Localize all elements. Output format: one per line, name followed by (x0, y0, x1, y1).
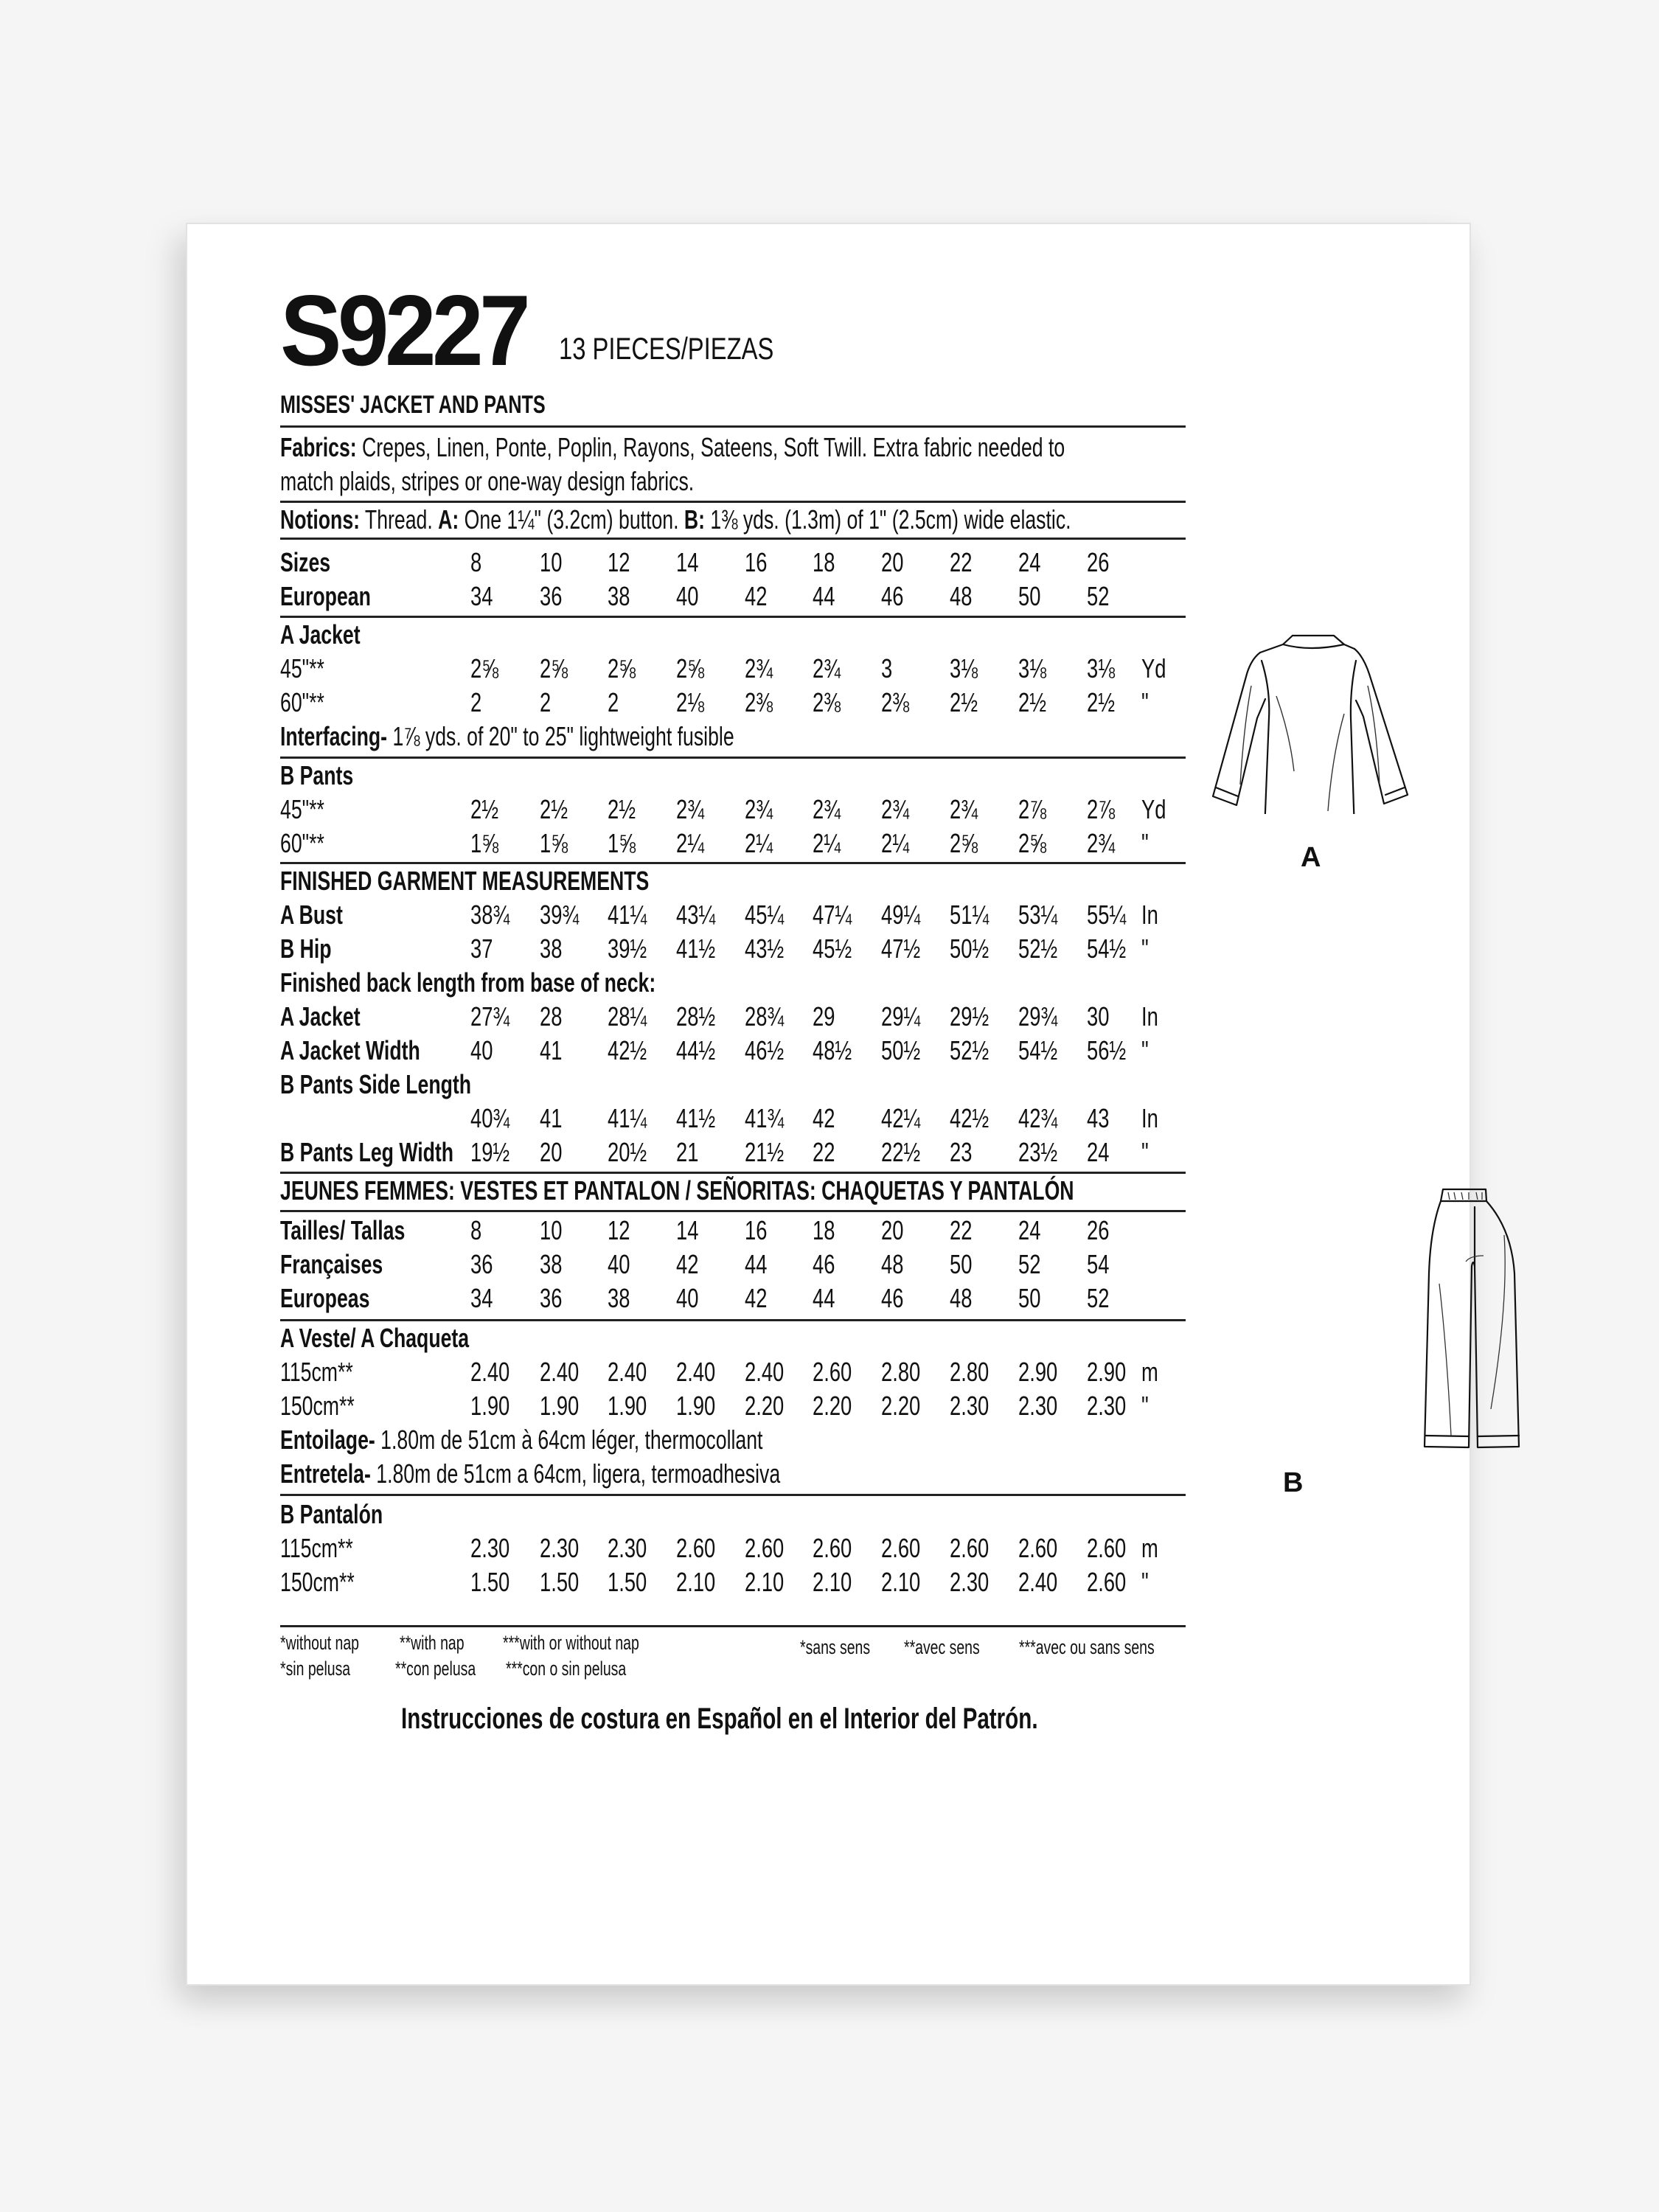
size-value-cell: 42 (745, 1283, 768, 1313)
size-value-cell: 2⅝ (608, 653, 636, 684)
notions-label: Notions: (280, 504, 361, 535)
unit-label: Yd (1141, 653, 1166, 684)
size-value-cell: 21½ (745, 1137, 785, 1167)
size-value-cell: 22 (950, 1215, 973, 1245)
footnote-fr-1: *sans sens (800, 1636, 871, 1658)
size-value-cell: 2.20 (813, 1391, 852, 1421)
size-value-cell: 38 (540, 1249, 563, 1279)
size-value-cell: 3 (881, 653, 893, 684)
size-value-cell: 2.40 (470, 1357, 510, 1387)
unit-label: " (1141, 1567, 1149, 1597)
size-value-cell: 2⅝ (950, 828, 978, 858)
size-value-cell: 42 (745, 581, 768, 611)
size-value-cell: 2.10 (745, 1567, 785, 1597)
row-label: B Hip (280, 933, 332, 964)
size-value-cell: 2.30 (1087, 1391, 1127, 1421)
jacket-length-row (280, 1000, 1239, 1034)
row-label: Europeas (280, 1283, 370, 1313)
size-value-cell: 41 (540, 1103, 563, 1133)
interfacing-text: 1⅞ yds. of 20" to 25" lightweight fusible (387, 721, 734, 751)
divider (280, 757, 1186, 759)
footnote-fr-3: ***avec ou sans sens (1019, 1636, 1155, 1658)
row-label: 115cm** (280, 1533, 353, 1563)
size-value-cell: 52 (1087, 581, 1110, 611)
veste-115-row (280, 1355, 1239, 1389)
spanish-instructions-note: Instrucciones de costura en Español en el Interior del Patrón. (401, 1703, 1038, 1735)
row-label: Sizes (280, 547, 331, 577)
size-value-cell: 41½ (676, 1103, 716, 1133)
size-value-cell: 2⅝ (470, 653, 499, 684)
footnote-fr-2: **avec sens (904, 1636, 980, 1658)
size-value-cell: 46 (881, 1283, 904, 1313)
pattern-envelope-back (186, 223, 1471, 1986)
notions-text: Thread. (360, 504, 439, 535)
pattern-title: MISSES' JACKET AND PANTS (280, 391, 546, 419)
size-value-cell: 14 (676, 1215, 699, 1245)
francaises-row (280, 1248, 1239, 1281)
row-label: A Jacket Width (280, 1035, 420, 1065)
size-value-cell: 36 (540, 581, 563, 611)
size-value-cell: 1⅝ (540, 828, 568, 858)
size-value-cell: 36 (540, 1283, 563, 1313)
size-value-cell: 37 (470, 933, 493, 964)
size-value-cell: 42¾ (1018, 1103, 1058, 1133)
size-value-cell: 42½ (950, 1103, 990, 1133)
size-value-cell: 2.60 (950, 1533, 990, 1563)
size-value-cell: 2.10 (813, 1567, 852, 1597)
footnote-es-3: ***con o sin pelusa (506, 1658, 627, 1680)
unit-label: " (1141, 1035, 1149, 1065)
size-value-cell: 55¼ (1087, 900, 1127, 930)
size-value-cell: 2½ (608, 794, 636, 824)
row-label: A Bust (280, 900, 343, 930)
size-value-cell: 8 (470, 1215, 482, 1245)
unit-label: " (1141, 828, 1149, 858)
size-value-cell: 2¼ (676, 828, 705, 858)
row-label: European (280, 581, 371, 611)
pantalon-heading: B Pantalón (280, 1499, 383, 1529)
size-value-cell: 2½ (470, 794, 499, 824)
unit-label: In (1141, 900, 1158, 930)
size-value-cell: 2.60 (1087, 1533, 1127, 1563)
unit-label: " (1141, 1137, 1149, 1167)
jacket-heading: A Jacket (280, 619, 361, 650)
size-value-cell: 41½ (676, 933, 716, 964)
intl-heading: JEUNES FEMMES: VESTES ET PANTALON / SEÑORITAS: CHAQUETAS Y PANTALÓN (280, 1175, 1074, 1206)
size-value-cell: 28½ (676, 1001, 716, 1032)
size-value-cell: 2.20 (881, 1391, 921, 1421)
size-value-cell: 3⅛ (1087, 653, 1116, 684)
size-value-cell: 2½ (950, 687, 978, 717)
size-value-cell: 2.60 (813, 1533, 852, 1563)
size-value-cell: 2¾ (881, 794, 910, 824)
size-value-cell: 39¾ (540, 900, 580, 930)
size-value-cell: 50 (950, 1249, 973, 1279)
size-value-cell: 20½ (608, 1137, 647, 1167)
jacket-60-row (280, 686, 1239, 720)
size-value-cell: 54½ (1018, 1035, 1058, 1065)
size-value-cell: 2.20 (745, 1391, 785, 1421)
unit-label: In (1141, 1103, 1158, 1133)
size-value-cell: 24 (1018, 1215, 1041, 1245)
fabrics-line-2: match plaids, stripes or one-way design fabrics. (280, 466, 695, 496)
size-value-cell: 52½ (1018, 933, 1058, 964)
size-value-cell: 2.40 (1018, 1567, 1058, 1597)
size-value-cell: 51¼ (950, 900, 990, 930)
size-value-cell: 2.10 (881, 1567, 921, 1597)
size-value-cell: 8 (470, 547, 482, 577)
pants-heading: B Pants (280, 760, 354, 790)
size-value-cell: 2½ (1018, 687, 1047, 717)
size-value-cell: 2⅜ (881, 687, 910, 717)
size-value-cell: 1.90 (608, 1391, 647, 1421)
size-value-cell: 40¾ (470, 1103, 510, 1133)
size-value-cell: 42 (813, 1103, 835, 1133)
jacket-view-label: A (1301, 842, 1321, 873)
notions-a-text: One 1¼" (3.2cm) button. (459, 504, 684, 535)
entoilage-label: Entoilage- (280, 1425, 375, 1455)
sizes-row (280, 546, 1239, 580)
unit-label: Yd (1141, 794, 1166, 824)
size-value-cell: 26 (1087, 547, 1110, 577)
row-label: 150cm** (280, 1391, 355, 1421)
size-value-cell: 2.60 (813, 1357, 852, 1387)
size-value-cell: 48 (950, 581, 973, 611)
footnote-es-1: *sin pelusa (280, 1658, 351, 1680)
size-value-cell: 1.50 (540, 1567, 580, 1597)
size-value-cell: 1.90 (470, 1391, 510, 1421)
entoilage-line (280, 1423, 762, 1457)
size-value-cell: 2.40 (540, 1357, 580, 1387)
size-value-cell: 48 (950, 1283, 973, 1313)
size-value-cell: 23 (950, 1137, 973, 1167)
size-value-cell: 10 (540, 1215, 563, 1245)
size-value-cell: 47½ (881, 933, 921, 964)
size-value-cell: 21 (676, 1137, 699, 1167)
size-value-cell: 27¾ (470, 1001, 510, 1032)
size-value-cell: 2.60 (1087, 1567, 1127, 1597)
size-value-cell: 24 (1018, 547, 1041, 577)
size-value-cell: 42 (676, 1249, 699, 1279)
unit-label: " (1141, 1391, 1149, 1421)
size-value-cell: 2⅜ (745, 687, 773, 717)
size-value-cell: 2¾ (1087, 828, 1116, 858)
size-value-cell: 2.60 (676, 1533, 716, 1563)
entoilage-text: 1.80m de 51cm à 64cm léger, thermocollant (375, 1425, 763, 1455)
footnote-en-3: ***with or without nap (503, 1632, 639, 1654)
fabrics-line-1 (280, 431, 1065, 465)
row-label: 45"** (280, 794, 324, 824)
size-value-cell: 41¾ (745, 1103, 785, 1133)
size-value-cell: 2.40 (676, 1357, 716, 1387)
size-value-cell: 1⅝ (470, 828, 499, 858)
unit-label: In (1141, 1001, 1158, 1032)
size-value-cell: 49¼ (881, 900, 921, 930)
interfacing-line (280, 720, 734, 754)
size-value-cell: 43 (1087, 1103, 1110, 1133)
unit-label: " (1141, 687, 1149, 717)
size-value-cell: 2⅞ (1018, 794, 1047, 824)
size-value-cell: 28¼ (608, 1001, 647, 1032)
size-value-cell: 2¾ (813, 794, 841, 824)
pants-side-heading: B Pants Side Length (280, 1069, 472, 1099)
size-value-cell: 43¼ (676, 900, 716, 930)
size-value-cell: 46½ (745, 1035, 785, 1065)
size-value-cell: 2¾ (950, 794, 978, 824)
size-value-cell: 2 (608, 687, 619, 717)
size-value-cell: 1.50 (608, 1567, 647, 1597)
size-value-cell: 44 (813, 581, 835, 611)
size-value-cell: 40 (470, 1035, 493, 1065)
piece-count: 13 PIECES/PIEZAS (559, 331, 774, 366)
row-label: 45"** (280, 653, 324, 684)
size-value-cell: 2.10 (676, 1567, 716, 1597)
size-value-cell: 12 (608, 547, 630, 577)
pants-45-row (280, 793, 1239, 827)
size-value-cell: 36 (470, 1249, 493, 1279)
size-value-cell: 2.40 (745, 1357, 785, 1387)
size-value-cell: 29½ (950, 1001, 990, 1032)
size-value-cell: 2.40 (608, 1357, 647, 1387)
divider (280, 616, 1186, 618)
size-value-cell: 50½ (950, 933, 990, 964)
row-label: 115cm** (280, 1357, 353, 1387)
size-value-cell: 2.30 (608, 1533, 647, 1563)
veste-150-row (280, 1389, 1239, 1423)
veste-heading: A Veste/ A Chaqueta (280, 1323, 470, 1353)
divider (280, 1625, 1186, 1627)
jacket-width-row (280, 1034, 1239, 1068)
size-value-cell: 40 (676, 1283, 699, 1313)
pants-side-row (280, 1102, 1239, 1135)
size-value-cell: 1⅝ (608, 828, 636, 858)
size-value-cell: 2.30 (950, 1567, 990, 1597)
size-value-cell: 10 (540, 547, 563, 577)
notions-line (280, 503, 1071, 537)
pants-60-row (280, 827, 1239, 860)
size-value-cell: 30 (1087, 1001, 1110, 1032)
notions-b-text: 1⅜ yds. (1.3m) of 1" (2.5cm) wide elastic. (704, 504, 1071, 535)
size-value-cell: 22 (950, 547, 973, 577)
row-label: 60"** (280, 828, 324, 858)
size-value-cell: 52 (1087, 1283, 1110, 1313)
entretela-text: 1.80m de 51cm a 64cm, ligera, termoadhesiva (370, 1458, 781, 1489)
size-value-cell: 2 (540, 687, 552, 717)
hip-row (280, 932, 1239, 966)
size-value-cell: 2¼ (813, 828, 841, 858)
size-value-cell: 38 (608, 581, 630, 611)
size-value-cell: 20 (540, 1137, 563, 1167)
size-value-cell: 2.80 (881, 1357, 921, 1387)
size-value-cell: 38 (608, 1283, 630, 1313)
size-value-cell: 45½ (813, 933, 852, 964)
size-value-cell: 38 (540, 933, 563, 964)
unit-label: m (1141, 1533, 1158, 1563)
size-value-cell: 2¾ (745, 653, 773, 684)
row-label: 60"** (280, 687, 324, 717)
size-value-cell: 44½ (676, 1035, 716, 1065)
size-value-cell: 16 (745, 547, 768, 577)
jacket-45-row (280, 652, 1239, 686)
size-value-cell: 2.30 (540, 1533, 580, 1563)
size-value-cell: 2.90 (1018, 1357, 1058, 1387)
interfacing-label: Interfacing- (280, 721, 388, 751)
size-value-cell: 22 (813, 1137, 835, 1167)
size-value-cell: 16 (745, 1215, 768, 1245)
size-value-cell: 2⅝ (540, 653, 568, 684)
size-value-cell: 1.50 (470, 1567, 510, 1597)
size-value-cell: 28 (540, 1001, 563, 1032)
size-value-cell: 2¼ (745, 828, 773, 858)
size-value-cell: 2⅝ (1018, 828, 1047, 858)
footnote-en-2: **with nap (400, 1632, 465, 1654)
size-value-cell: 53¼ (1018, 900, 1058, 930)
size-value-cell: 34 (470, 581, 493, 611)
size-value-cell: 20 (881, 1215, 904, 1245)
size-value-cell: 52 (1018, 1249, 1041, 1279)
size-value-cell: 2⅞ (1087, 794, 1116, 824)
size-value-cell: 2¾ (813, 653, 841, 684)
finished-heading: FINISHED GARMENT MEASUREMENTS (280, 866, 650, 896)
tailles-row (280, 1214, 1239, 1248)
size-value-cell: 2⅛ (676, 687, 705, 717)
european-row (280, 580, 1239, 613)
row-label: B Pants Leg Width (280, 1137, 454, 1167)
size-value-cell: 22½ (881, 1137, 921, 1167)
pantalon-115-row (280, 1531, 1239, 1565)
row-label: A Jacket (280, 1001, 361, 1032)
size-value-cell: 2¾ (745, 794, 773, 824)
row-label: 150cm** (280, 1567, 355, 1597)
size-value-cell: 47¼ (813, 900, 852, 930)
size-value-cell: 40 (676, 581, 699, 611)
pants-leg-row (280, 1135, 1239, 1169)
size-value-cell: 41¼ (608, 900, 647, 930)
size-value-cell: 50½ (881, 1035, 921, 1065)
size-value-cell: 26 (1087, 1215, 1110, 1245)
size-value-cell: 2.30 (950, 1391, 990, 1421)
divider (280, 1210, 1186, 1212)
pattern-number: S9227 (280, 274, 527, 386)
size-value-cell: 23½ (1018, 1137, 1058, 1167)
back-length-heading: Finished back length from base of neck: (280, 967, 656, 998)
size-value-cell: 1.90 (540, 1391, 580, 1421)
size-value-cell: 2.30 (1018, 1391, 1058, 1421)
divider (280, 1494, 1186, 1496)
size-value-cell: 48 (881, 1249, 904, 1279)
row-label: Tailles/ Tallas (280, 1215, 406, 1245)
size-value-cell: 20 (881, 547, 904, 577)
size-value-cell: 2.60 (745, 1533, 785, 1563)
size-value-cell: 38¾ (470, 900, 510, 930)
size-value-cell: 50 (1018, 1283, 1041, 1313)
notions-a-label: A: (438, 504, 459, 535)
size-value-cell: 2.60 (1018, 1533, 1058, 1563)
size-value-cell: 2½ (540, 794, 568, 824)
bust-row (280, 898, 1239, 932)
size-value-cell: 28¾ (745, 1001, 785, 1032)
size-value-cell: 29¼ (881, 1001, 921, 1032)
size-value-cell: 2.90 (1087, 1357, 1127, 1387)
size-value-cell: 19½ (470, 1137, 510, 1167)
size-value-cell: 40 (608, 1249, 630, 1279)
size-value-cell: 14 (676, 547, 699, 577)
size-value-cell: 2¾ (676, 794, 705, 824)
unit-label: m (1141, 1357, 1158, 1387)
size-value-cell: 18 (813, 1215, 835, 1245)
size-value-cell: 2⅝ (676, 653, 705, 684)
divider (280, 538, 1186, 540)
size-value-cell: 54½ (1087, 933, 1127, 964)
size-value-cell: 12 (608, 1215, 630, 1245)
size-value-cell: 2.30 (470, 1533, 510, 1563)
size-value-cell: 42¼ (881, 1103, 921, 1133)
size-value-cell: 46 (813, 1249, 835, 1279)
size-value-cell: 56½ (1087, 1035, 1127, 1065)
size-value-cell: 42½ (608, 1035, 647, 1065)
row-label: Françaises (280, 1249, 383, 1279)
size-value-cell: 43½ (745, 933, 785, 964)
footnote-es-2: **con pelusa (395, 1658, 476, 1680)
size-value-cell: 29¾ (1018, 1001, 1058, 1032)
size-value-cell: 52½ (950, 1035, 990, 1065)
unit-label: " (1141, 933, 1149, 964)
size-value-cell: 1.90 (676, 1391, 716, 1421)
jacket-illustration (1200, 622, 1421, 814)
fabrics-label: Fabrics: (280, 432, 357, 462)
pants-view-label: B (1283, 1467, 1304, 1498)
size-value-cell: 44 (745, 1249, 768, 1279)
size-value-cell: 2.80 (950, 1357, 990, 1387)
size-value-cell: 2 (470, 687, 482, 717)
notions-b-label: B: (684, 504, 705, 535)
pants-illustration (1423, 1185, 1526, 1450)
divider (280, 425, 1186, 428)
entretela-line (280, 1457, 780, 1491)
size-value-cell: 3⅛ (1018, 653, 1047, 684)
fabrics-text: Crepes, Linen, Ponte, Poplin, Rayons, Sateens, Soft Twill. Extra fabric needed to (356, 432, 1065, 462)
pantalon-150-row (280, 1565, 1239, 1599)
size-value-cell: 54 (1087, 1249, 1110, 1279)
size-value-cell: 2¼ (881, 828, 910, 858)
size-value-cell: 3⅛ (950, 653, 978, 684)
europeas-row (280, 1281, 1239, 1315)
footnote-en-1: *without nap (280, 1632, 359, 1654)
entretela-label: Entretela- (280, 1458, 371, 1489)
size-value-cell: 45¼ (745, 900, 785, 930)
size-value-cell: 41¼ (608, 1103, 647, 1133)
size-value-cell: 29 (813, 1001, 835, 1032)
size-value-cell: 24 (1087, 1137, 1110, 1167)
size-value-cell: 48½ (813, 1035, 852, 1065)
size-value-cell: 50 (1018, 581, 1041, 611)
size-value-cell: 41 (540, 1035, 563, 1065)
size-value-cell: 46 (881, 581, 904, 611)
size-value-cell: 2⅜ (813, 687, 841, 717)
size-value-cell: 34 (470, 1283, 493, 1313)
size-value-cell: 2½ (1087, 687, 1116, 717)
size-value-cell: 44 (813, 1283, 835, 1313)
size-value-cell: 18 (813, 547, 835, 577)
size-value-cell: 39½ (608, 933, 647, 964)
size-value-cell: 2.60 (881, 1533, 921, 1563)
